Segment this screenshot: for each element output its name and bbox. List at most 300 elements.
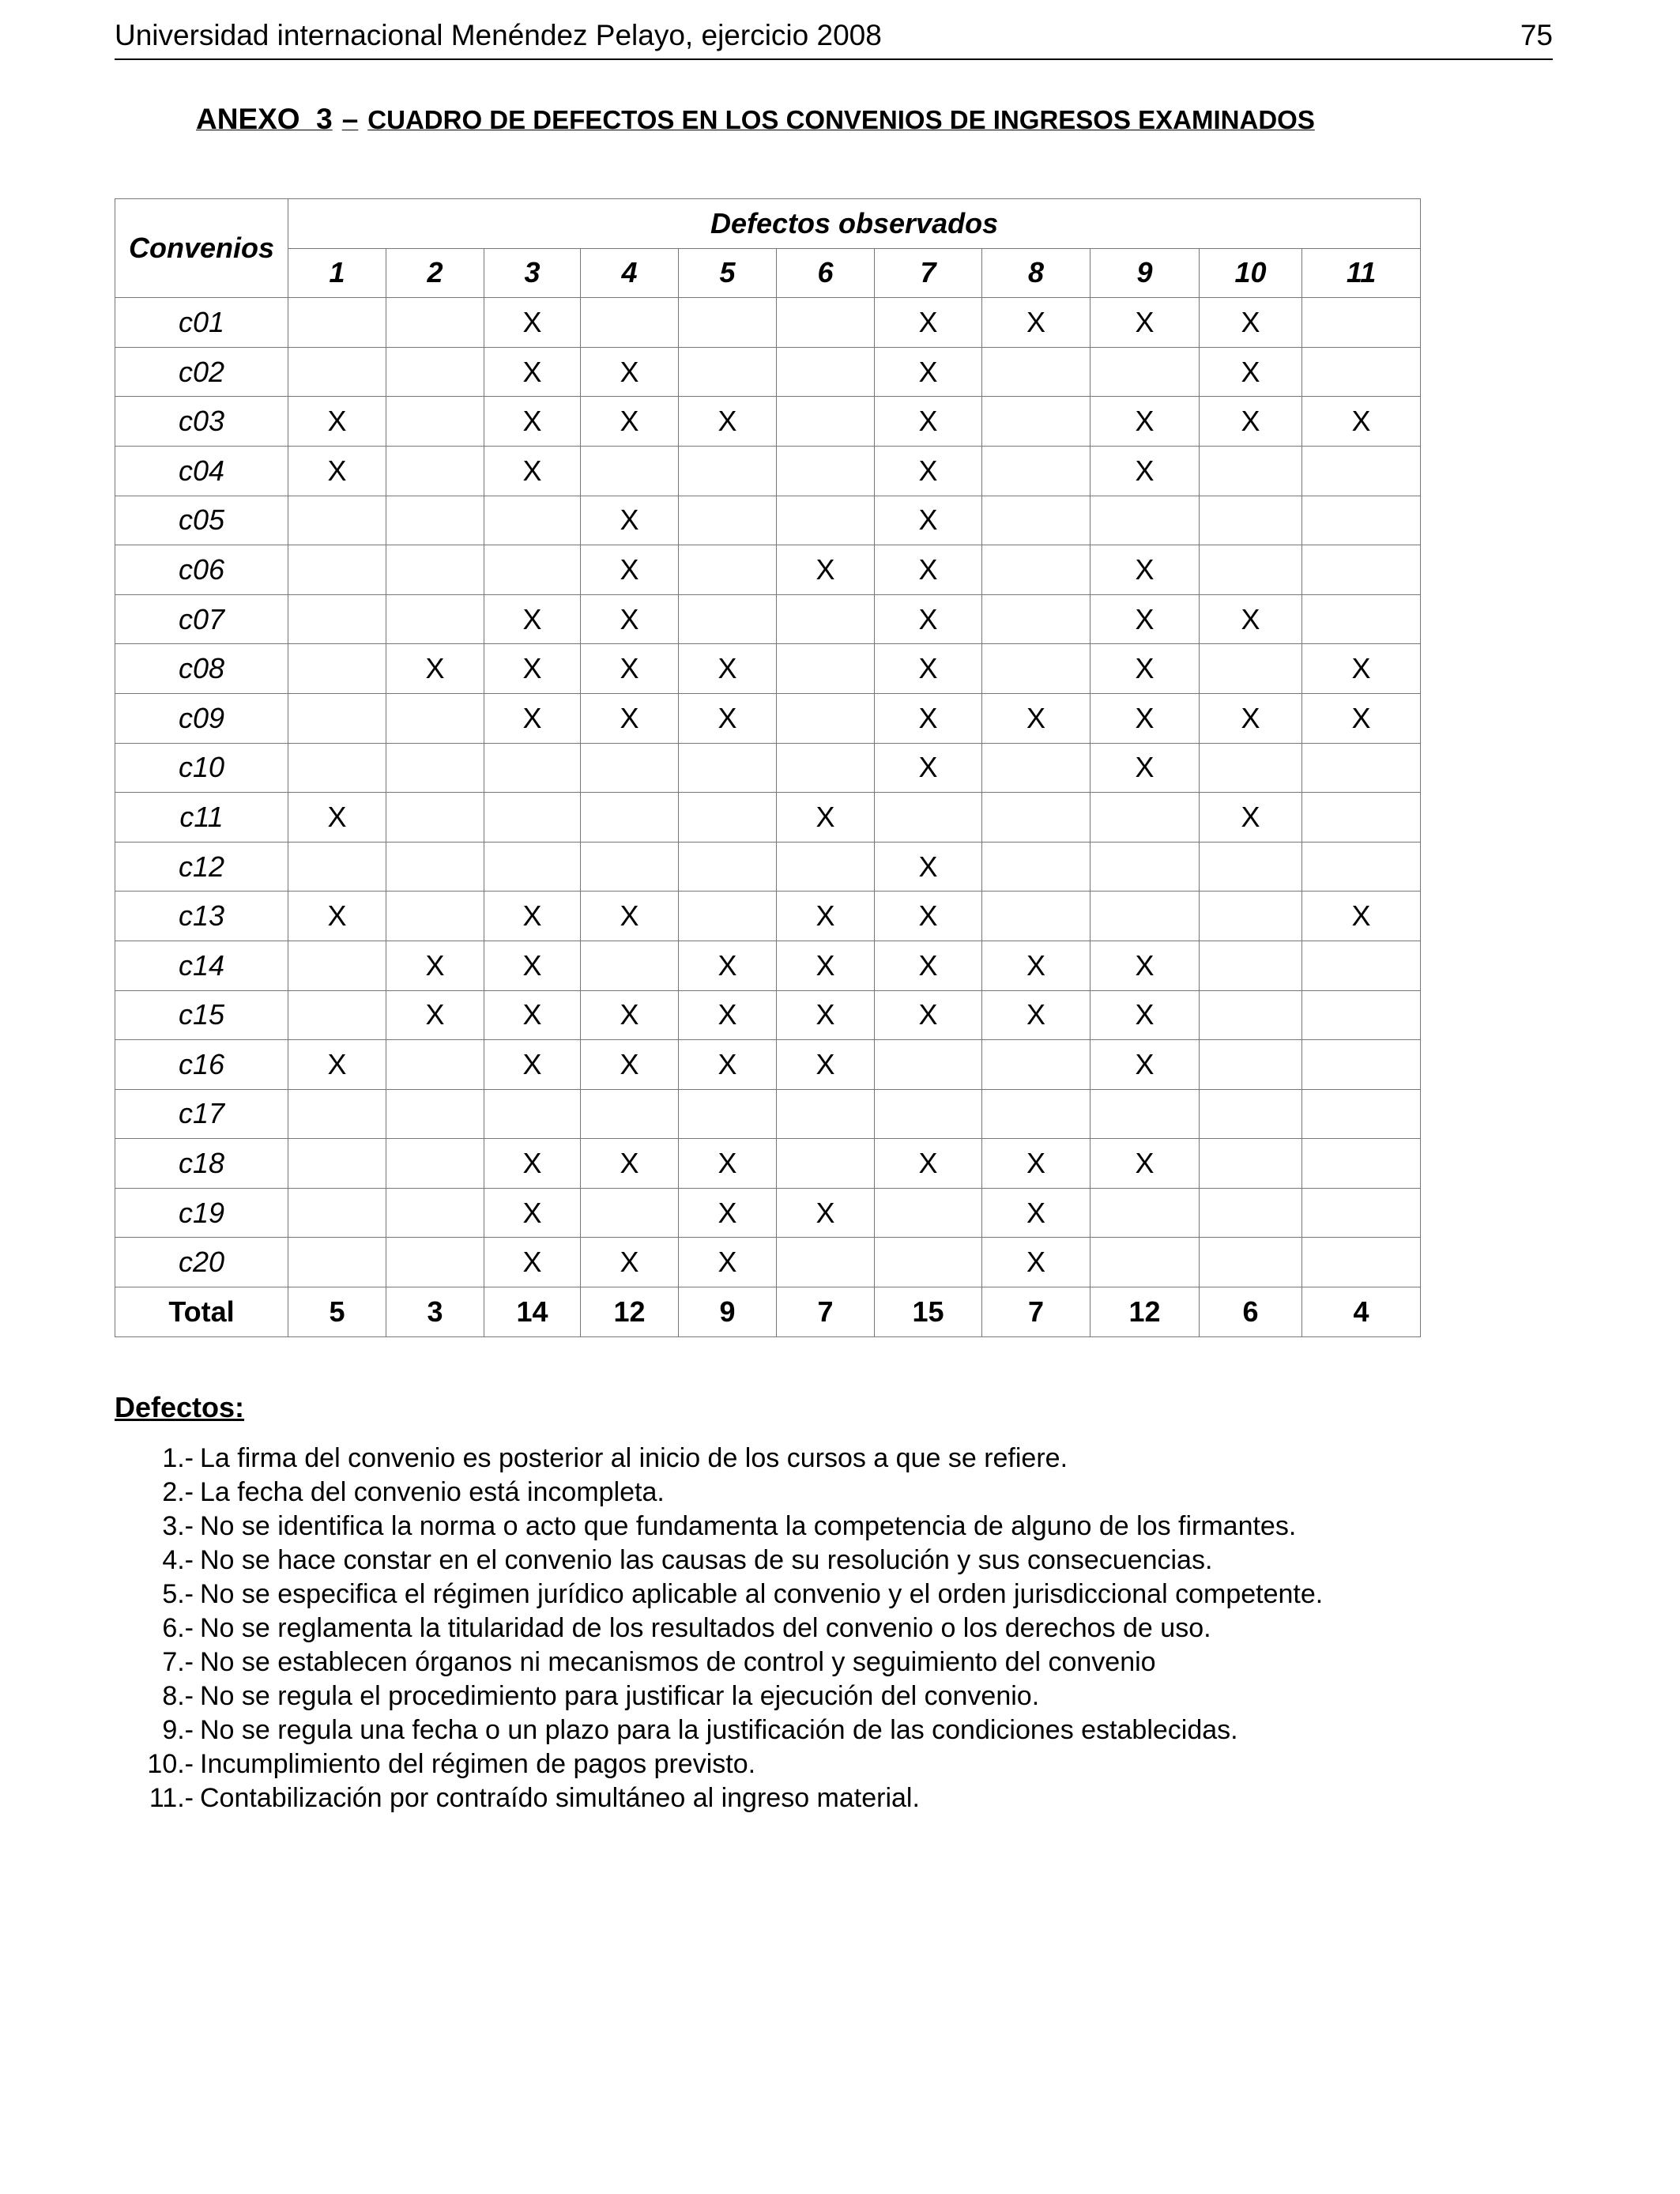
convenio-id: c19 — [115, 1188, 288, 1238]
defect-cell — [288, 347, 386, 397]
defect-cell — [581, 743, 679, 793]
defect-cell — [777, 693, 875, 743]
defect-cell: X — [484, 693, 581, 743]
defect-cell: X — [484, 1188, 581, 1238]
convenio-id: c01 — [115, 298, 288, 348]
table-row — [115, 1188, 1421, 1238]
defect-cell — [581, 298, 679, 348]
annex-heading — [196, 103, 1315, 136]
defect-cell — [982, 1089, 1090, 1139]
defect-cell — [982, 1040, 1090, 1090]
defect-cell: X — [484, 1139, 581, 1189]
defect-cell — [1090, 842, 1200, 892]
convenio-id: c10 — [115, 743, 288, 793]
defect-cell: X — [484, 347, 581, 397]
defect-cell — [1200, 644, 1302, 694]
total-cell: 12 — [581, 1287, 679, 1337]
defect-item — [115, 1544, 1616, 1578]
column-header: 4 — [581, 248, 679, 298]
defect-cell — [386, 1139, 484, 1189]
defect-cell — [1200, 941, 1302, 990]
defect-cell: X — [875, 693, 982, 743]
defect-cell — [386, 1089, 484, 1139]
defect-cell — [1200, 545, 1302, 595]
defect-cell — [386, 793, 484, 843]
defect-cell: X — [777, 545, 875, 595]
defect-cell: X — [679, 990, 777, 1040]
defect-cell: X — [1090, 1040, 1200, 1090]
defect-cell: X — [1090, 298, 1200, 348]
defect-cell — [1302, 793, 1421, 843]
defect-cell — [1090, 793, 1200, 843]
defect-cell: X — [484, 644, 581, 694]
defect-cell: X — [288, 892, 386, 941]
defect-cell — [679, 594, 777, 644]
defect-cell: X — [875, 545, 982, 595]
defect-cell — [1090, 1238, 1200, 1287]
defect-text: Contabilización por contraído simultáneo al ingreso material. — [200, 1783, 920, 1813]
defect-cell — [1200, 1238, 1302, 1287]
defect-cell — [1200, 1139, 1302, 1189]
defect-cell — [581, 1188, 679, 1238]
defect-cell — [386, 446, 484, 496]
defect-cell: X — [982, 1139, 1090, 1189]
defect-cell — [386, 298, 484, 348]
defect-cell: X — [1302, 892, 1421, 941]
table-row — [115, 446, 1421, 496]
defect-cell — [1200, 990, 1302, 1040]
defect-cell — [581, 446, 679, 496]
defect-cell — [982, 446, 1090, 496]
defect-cell — [1090, 347, 1200, 397]
defect-cell: X — [679, 397, 777, 447]
defect-cell: X — [875, 743, 982, 793]
defect-cell — [581, 842, 679, 892]
defect-cell — [777, 743, 875, 793]
defect-cell: X — [484, 298, 581, 348]
document-title: Universidad internacional Menéndez Pelayo, ejercicio 2008 — [115, 19, 882, 51]
defect-cell: X — [982, 693, 1090, 743]
defect-cell — [982, 397, 1090, 447]
defect-cell: X — [875, 1139, 982, 1189]
defect-cell — [386, 397, 484, 447]
defect-cell — [777, 1089, 875, 1139]
defect-cell — [1200, 1188, 1302, 1238]
defect-cell — [679, 446, 777, 496]
defect-cell: X — [581, 892, 679, 941]
defect-cell — [679, 842, 777, 892]
defect-cell — [777, 446, 875, 496]
defect-cell: X — [875, 941, 982, 990]
defect-cell: X — [1200, 347, 1302, 397]
defect-cell — [1200, 842, 1302, 892]
total-cell: 6 — [1200, 1287, 1302, 1337]
defect-cell — [288, 1238, 386, 1287]
defect-cell: X — [1090, 693, 1200, 743]
defect-cell — [1200, 496, 1302, 545]
defects-heading: Defectos: — [115, 1391, 245, 1423]
defect-cell: X — [1090, 743, 1200, 793]
defect-cell — [1302, 842, 1421, 892]
defect-cell — [679, 545, 777, 595]
defect-cell: X — [386, 990, 484, 1040]
defect-cell — [777, 842, 875, 892]
defect-cell — [386, 693, 484, 743]
convenio-id: c15 — [115, 990, 288, 1040]
defect-cell: X — [288, 1040, 386, 1090]
defect-text: No se identifica la norma o acto que fundamenta la competencia de alguno de los firmantes. — [200, 1511, 1297, 1541]
column-header: 3 — [484, 248, 581, 298]
total-cell: 15 — [875, 1287, 982, 1337]
convenio-id: c09 — [115, 693, 288, 743]
defect-cell — [1200, 446, 1302, 496]
page-number: 75 — [1520, 19, 1553, 51]
table-row — [115, 1238, 1421, 1287]
defect-cell: X — [581, 1238, 679, 1287]
defect-cell: X — [581, 397, 679, 447]
defect-cell — [1302, 298, 1421, 348]
table-row — [115, 298, 1421, 348]
defect-cell: X — [1200, 594, 1302, 644]
defect-cell — [581, 793, 679, 843]
defect-cell: X — [484, 1238, 581, 1287]
table-row — [115, 793, 1421, 843]
defect-cell: X — [484, 397, 581, 447]
defect-cell: X — [679, 1139, 777, 1189]
defect-cell: X — [484, 990, 581, 1040]
defect-cell — [1302, 347, 1421, 397]
convenio-id: c08 — [115, 644, 288, 694]
defect-cell — [875, 1238, 982, 1287]
table-row — [115, 644, 1421, 694]
defect-cell — [484, 545, 581, 595]
defect-cell — [679, 743, 777, 793]
defect-cell — [777, 347, 875, 397]
defect-cell — [386, 842, 484, 892]
table-row — [115, 842, 1421, 892]
defect-cell: X — [386, 644, 484, 694]
defect-cell: X — [581, 990, 679, 1040]
defect-cell: X — [982, 1238, 1090, 1287]
defect-cell — [386, 743, 484, 793]
table-row — [115, 693, 1421, 743]
column-header: 7 — [875, 248, 982, 298]
defect-cell — [1302, 1238, 1421, 1287]
defect-cell — [288, 298, 386, 348]
defect-cell: X — [1302, 644, 1421, 694]
defect-cell: X — [581, 693, 679, 743]
defect-number: 11.- — [149, 1783, 194, 1813]
defects-list — [115, 1442, 1616, 1815]
convenio-id: c04 — [115, 446, 288, 496]
defectos-observados-header: Defectos observados — [288, 199, 1421, 249]
defect-cell: X — [386, 941, 484, 990]
table-row — [115, 594, 1421, 644]
defect-text: No se regula el procedimiento para justificar la ejecución del convenio. — [200, 1681, 1040, 1711]
defect-number: 3.- — [162, 1511, 194, 1541]
defect-cell — [777, 594, 875, 644]
defect-cell — [288, 545, 386, 595]
defect-cell — [982, 842, 1090, 892]
table-body — [115, 298, 1421, 1336]
defect-number: 5.- — [162, 1579, 194, 1609]
table-row — [115, 743, 1421, 793]
defect-item — [115, 1476, 1616, 1510]
defect-cell — [581, 941, 679, 990]
total-cell: 12 — [1090, 1287, 1200, 1337]
defect-cell — [982, 594, 1090, 644]
defect-cell — [288, 644, 386, 694]
convenio-id: c13 — [115, 892, 288, 941]
defect-cell: X — [875, 446, 982, 496]
convenio-id: c12 — [115, 842, 288, 892]
defect-cell — [288, 496, 386, 545]
defect-cell: X — [777, 1040, 875, 1090]
defect-item — [115, 1747, 1616, 1781]
defect-cell — [484, 743, 581, 793]
defect-cell — [288, 941, 386, 990]
defect-cell — [288, 842, 386, 892]
defect-cell: X — [1090, 644, 1200, 694]
defect-cell — [679, 793, 777, 843]
table-row — [115, 1040, 1421, 1090]
defect-cell: X — [777, 990, 875, 1040]
defect-cell — [1090, 1188, 1200, 1238]
defect-cell: X — [777, 1188, 875, 1238]
defect-cell: X — [1090, 397, 1200, 447]
defect-text: No se establecen órganos ni mecanismos de control y seguimiento del convenio — [200, 1647, 1156, 1677]
defect-cell: X — [875, 496, 982, 545]
defect-cell — [982, 545, 1090, 595]
defect-cell: X — [875, 298, 982, 348]
defect-item — [115, 1442, 1616, 1476]
defect-cell — [288, 743, 386, 793]
table-row — [115, 990, 1421, 1040]
defect-text: No se especifica el régimen jurídico aplicable al convenio y el orden jurisdiccional competente. — [200, 1579, 1324, 1609]
defect-cell — [777, 1238, 875, 1287]
defect-cell: X — [777, 793, 875, 843]
convenio-id: c06 — [115, 545, 288, 595]
defect-cell: X — [875, 644, 982, 694]
defect-cell — [386, 1188, 484, 1238]
defect-cell — [1302, 1139, 1421, 1189]
table-row — [115, 1089, 1421, 1139]
defect-text: La firma del convenio es posterior al inicio de los cursos a que se refiere. — [200, 1443, 1068, 1473]
table-row — [115, 941, 1421, 990]
annex-label: ANEXO 3 — [196, 103, 333, 135]
defect-cell — [1302, 446, 1421, 496]
defect-cell: X — [679, 941, 777, 990]
defect-text: Incumplimiento del régimen de pagos previsto. — [200, 1749, 756, 1779]
defect-item — [115, 1578, 1616, 1612]
defect-cell — [982, 347, 1090, 397]
defect-cell: X — [875, 594, 982, 644]
defect-cell — [1302, 594, 1421, 644]
defect-cell: X — [581, 545, 679, 595]
total-cell: 5 — [288, 1287, 386, 1337]
convenio-id: c03 — [115, 397, 288, 447]
defect-cell: X — [288, 446, 386, 496]
defect-text: No se regula una fecha o un plazo para la justificación de las condiciones establecidas. — [200, 1715, 1238, 1745]
defect-cell: X — [484, 594, 581, 644]
defect-cell — [1090, 496, 1200, 545]
defect-cell — [982, 743, 1090, 793]
defect-cell — [1200, 1040, 1302, 1090]
defect-cell: X — [679, 693, 777, 743]
total-cell: 4 — [1302, 1287, 1421, 1337]
column-header: 1 — [288, 248, 386, 298]
defect-cell — [386, 1040, 484, 1090]
defect-number: 2.- — [162, 1477, 194, 1507]
defect-cell: X — [1090, 594, 1200, 644]
defect-cell: X — [875, 397, 982, 447]
defect-cell — [982, 793, 1090, 843]
defect-cell: X — [581, 1040, 679, 1090]
defect-cell: X — [1090, 1139, 1200, 1189]
defect-cell — [679, 298, 777, 348]
defect-cell — [777, 397, 875, 447]
column-header: 8 — [982, 248, 1090, 298]
defect-number: 8.- — [162, 1681, 194, 1711]
defect-cell — [288, 1089, 386, 1139]
defect-cell — [1302, 990, 1421, 1040]
convenios-header: Convenios — [115, 199, 288, 298]
convenio-id: c05 — [115, 496, 288, 545]
defect-cell: X — [1200, 793, 1302, 843]
defect-cell — [484, 1089, 581, 1139]
table-row — [115, 347, 1421, 397]
total-cell: 14 — [484, 1287, 581, 1337]
defect-cell: X — [982, 1188, 1090, 1238]
defect-cell — [875, 1089, 982, 1139]
defect-cell: X — [484, 941, 581, 990]
defect-number: 9.- — [162, 1715, 194, 1745]
defect-cell: X — [581, 644, 679, 694]
defect-cell — [1302, 743, 1421, 793]
defect-cell: X — [875, 842, 982, 892]
defect-cell: X — [1090, 545, 1200, 595]
defects-legend — [115, 1391, 1616, 1815]
defect-cell — [777, 298, 875, 348]
defect-cell: X — [679, 644, 777, 694]
defect-cell: X — [1200, 298, 1302, 348]
defect-cell: X — [1302, 693, 1421, 743]
defect-number: 1.- — [162, 1443, 194, 1473]
defect-cell — [288, 1188, 386, 1238]
defect-text: No se hace constar en el convenio las causas de su resolución y sus consecuencias. — [200, 1545, 1213, 1575]
defect-cell: X — [1090, 941, 1200, 990]
defect-item — [115, 1612, 1616, 1646]
column-header: 9 — [1090, 248, 1200, 298]
defect-cell — [581, 1089, 679, 1139]
defect-cell — [386, 594, 484, 644]
defect-cell — [1302, 545, 1421, 595]
defect-cell: X — [484, 1040, 581, 1090]
defect-cell: X — [1302, 397, 1421, 447]
defect-cell — [386, 496, 484, 545]
defect-cell — [1200, 892, 1302, 941]
defect-cell — [875, 793, 982, 843]
column-header: 10 — [1200, 248, 1302, 298]
defect-cell: X — [288, 397, 386, 447]
defect-cell — [777, 496, 875, 545]
column-header-row — [115, 248, 1421, 298]
defect-cell — [982, 644, 1090, 694]
defect-cell: X — [1200, 693, 1302, 743]
defect-item — [115, 1510, 1616, 1544]
defects-table — [115, 198, 1421, 1337]
defect-cell — [484, 496, 581, 545]
defect-cell: X — [581, 347, 679, 397]
defect-cell — [288, 594, 386, 644]
defect-cell — [1200, 743, 1302, 793]
annex-dash: – — [341, 103, 359, 135]
defect-cell — [875, 1188, 982, 1238]
total-cell: 9 — [679, 1287, 777, 1337]
table-row — [115, 892, 1421, 941]
total-cell: 3 — [386, 1287, 484, 1337]
defect-cell — [288, 693, 386, 743]
total-cell: 7 — [982, 1287, 1090, 1337]
convenio-id: c11 — [115, 793, 288, 843]
defect-cell: X — [581, 496, 679, 545]
defect-cell: X — [679, 1188, 777, 1238]
defect-cell — [1302, 1040, 1421, 1090]
defect-cell — [679, 496, 777, 545]
defect-cell: X — [581, 1139, 679, 1189]
defect-cell — [484, 793, 581, 843]
defect-item — [115, 1713, 1616, 1747]
defect-cell — [875, 1040, 982, 1090]
defect-cell — [679, 892, 777, 941]
defect-cell: X — [1200, 397, 1302, 447]
column-header: 6 — [777, 248, 875, 298]
total-row — [115, 1287, 1421, 1337]
defect-cell — [1302, 1089, 1421, 1139]
defect-cell — [982, 496, 1090, 545]
defect-cell: X — [777, 941, 875, 990]
defect-cell — [288, 1139, 386, 1189]
defect-cell — [679, 1089, 777, 1139]
defect-cell: X — [875, 347, 982, 397]
defect-number: 4.- — [162, 1545, 194, 1575]
defect-number: 6.- — [162, 1613, 194, 1643]
table-row — [115, 397, 1421, 447]
defect-number: 10.- — [147, 1749, 194, 1779]
convenio-id: c14 — [115, 941, 288, 990]
defect-text: La fecha del convenio está incompleta. — [200, 1477, 665, 1507]
defect-cell — [386, 347, 484, 397]
defect-cell — [1090, 892, 1200, 941]
defect-item — [115, 1781, 1616, 1815]
defect-cell: X — [777, 892, 875, 941]
defect-item — [115, 1679, 1616, 1713]
defect-cell — [386, 545, 484, 595]
defect-cell: X — [581, 594, 679, 644]
defect-cell — [1090, 1089, 1200, 1139]
defect-cell: X — [484, 892, 581, 941]
defect-cell: X — [982, 941, 1090, 990]
defect-cell — [1302, 941, 1421, 990]
convenio-id: c16 — [115, 1040, 288, 1090]
defect-cell — [386, 1238, 484, 1287]
convenio-id: c07 — [115, 594, 288, 644]
page-header — [115, 19, 1553, 60]
defect-cell — [1200, 1089, 1302, 1139]
defect-cell: X — [288, 793, 386, 843]
defect-cell: X — [679, 1238, 777, 1287]
convenio-id: c18 — [115, 1139, 288, 1189]
